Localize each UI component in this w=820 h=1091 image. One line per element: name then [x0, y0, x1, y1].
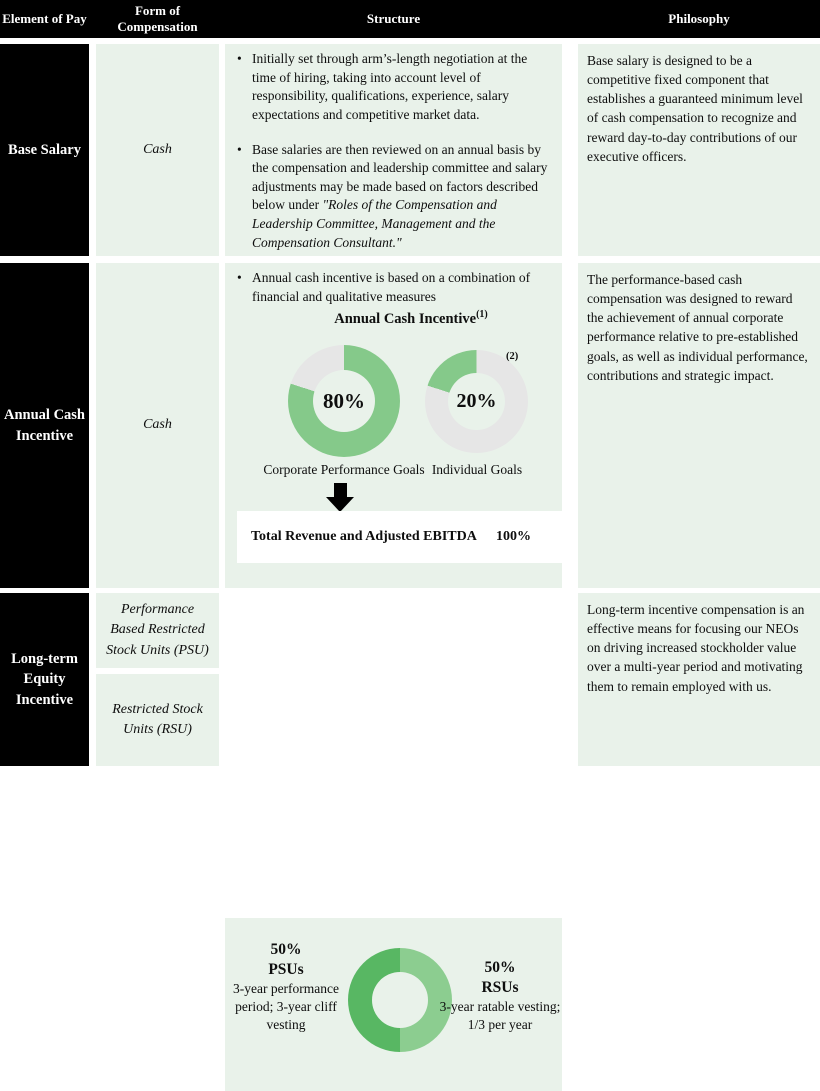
structure-bullet-item: [237, 50, 554, 125]
bullet-icon: •: [237, 51, 242, 66]
footnote-1-marker: (1): [476, 309, 488, 320]
psu-split-label: [227, 940, 345, 1034]
rsu-split-label: [437, 958, 563, 1034]
annual-cash-form-cell: Cash: [96, 263, 219, 588]
bullet-text: Initially set through arm’s-length negotiation at the time of hiring, taking into account level of responsibility, qualifications, experience, salary expectations and competitive market data.: [252, 51, 528, 122]
long-term-philosophy-cell: Long-term incentive compensation is an effective means for focusing our NEOs on driving increased stockholder value over a multi-year period and motivating them to remain employed with us.: [578, 593, 820, 766]
header-structure: Structure: [366, 10, 421, 26]
arrow-shaft: [334, 483, 347, 497]
corporate-goals-donut-chart: [288, 345, 400, 457]
base-salary-philosophy-cell: Base salary is designed to be a competitive fixed component that establishes a guaranteed minimum level of cash compensation to recognize and reward day-to-day contributions of our executive officers.: [578, 44, 820, 256]
individual-goals-label: Individual Goals: [431, 462, 523, 477]
long-term-element-cell: Long-term Equity Incentive: [0, 593, 89, 766]
corporate-goals-label: Corporate Performance Goals: [263, 462, 425, 477]
table-header-row: [0, 0, 820, 38]
individual-goals-donut-chart: [425, 350, 528, 453]
bullet-text: [252, 141, 554, 253]
bullet-icon: •: [237, 270, 242, 285]
donut-hole: [372, 972, 428, 1028]
structure-bullet-item: [237, 141, 554, 253]
cross-reference-text: "Roles of the Compensation and Leadership Committee, Management and the Compensation Consultant.": [252, 197, 497, 250]
structure-bullet-item: [237, 269, 554, 306]
long-term-structure-cell: [225, 918, 562, 1091]
base-salary-form-cell: Cash: [96, 44, 219, 256]
individual-goals-percentage: 20%: [448, 373, 505, 430]
base-salary-structure-cell: [225, 44, 562, 256]
long-term-form-psu-cell: Performance Based Restricted Stock Units (PSU): [96, 593, 219, 668]
total-revenue-ebitda-box: [237, 511, 563, 563]
bullet-text: Annual cash incentive is based on a combination of financial and qualitative measures: [252, 270, 531, 304]
arrow-head: [326, 497, 354, 512]
annual-cash-structure-cell: [225, 263, 562, 588]
rsu-percentage: 50%: [484, 959, 516, 976]
annual-cash-element-cell: Annual Cash Incentive: [0, 263, 89, 588]
header-element-of-pay: Element of Pay: [2, 10, 87, 26]
bullet-icon: •: [237, 141, 242, 157]
psu-name: PSUs: [268, 961, 304, 979]
annual-cash-incentive-chart-title: [255, 309, 567, 328]
total-box-label: Total Revenue and Adjusted EBITDA: [251, 529, 477, 544]
down-arrow-icon: [326, 483, 354, 512]
header-philosophy: Philosophy: [668, 10, 730, 26]
rsu-vesting-description: 3-year ratable vesting; 1/3 per year: [439, 999, 561, 1033]
psu-vesting-description: 3-year performance period; 3-year cliff vesting: [232, 981, 340, 1033]
chart-title-text: Annual Cash Incentive: [334, 310, 477, 327]
bullet-text-normal: Base salaries are then reviewed on an annual basis by the compensation and leadership committee and salary adjustments may be made based on factors described below under: [252, 141, 548, 213]
annual-cash-philosophy-cell: The performance-based cash compensation was designed to reward the achievement of annual corporate performance relative to pre-established goals, as well as individual performance, contributions and strategic impact.: [578, 263, 820, 588]
long-term-form-rsu-cell: Restricted Stock Units (RSU): [96, 674, 219, 766]
rsu-name: RSUs: [481, 979, 519, 997]
header-form-of-compensation: Form of Compensation: [117, 2, 198, 34]
footnote-2-marker: (2): [506, 351, 519, 362]
psu-percentage: 50%: [270, 941, 302, 958]
base-salary-element-cell: Base Salary: [0, 44, 89, 256]
corporate-goals-percentage: 80%: [313, 370, 375, 432]
total-box-value: 100%: [496, 529, 531, 544]
